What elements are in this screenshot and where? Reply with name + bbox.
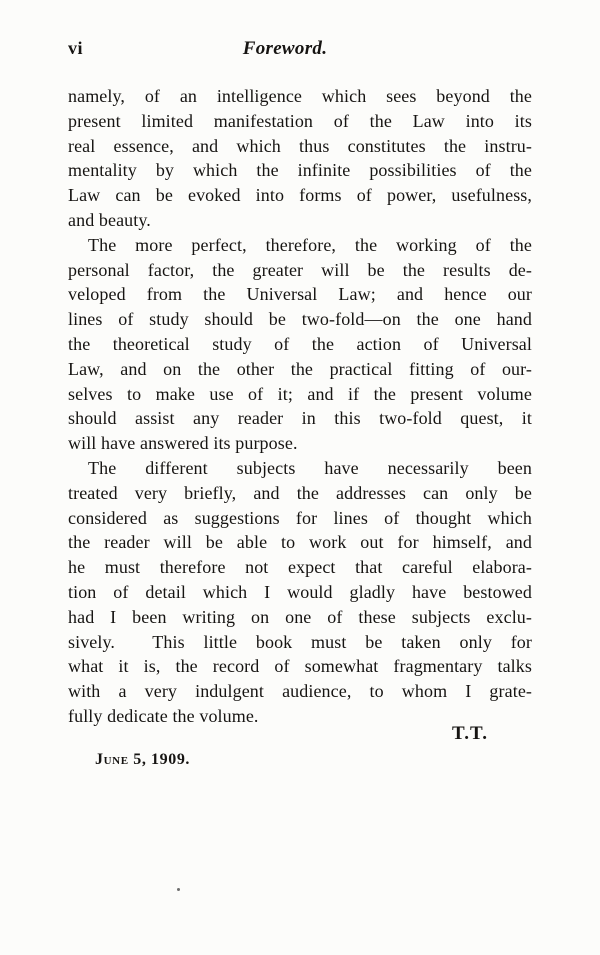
text-line: tion of detail which I would gladly have bestowed [68, 581, 532, 602]
text-line: he must therefore not expect that careful elabora- [68, 557, 532, 578]
text-line: present limited manifestation of the Law into its [68, 110, 532, 131]
author-signature: T.T. [451, 723, 488, 744]
text-block [68, 84, 532, 729]
text-line: what it is, the record of somewhat fragmentary talks [68, 656, 532, 677]
page-header [68, 38, 532, 62]
text-line: the reader will be able to work out for himself, and [68, 532, 532, 553]
scan-artifact-dot [177, 888, 180, 891]
text-line: considered as suggestions for lines of thought which [68, 507, 532, 528]
text-line: and beauty. [68, 209, 151, 230]
text-line: The different subjects have necessarily been [88, 457, 532, 478]
date-line: June 5, 1909. [95, 751, 191, 768]
page-number: vi [68, 38, 84, 58]
running-head-title: Foreword. [242, 38, 328, 59]
text-line: The more perfect, therefore, the working of the [88, 234, 532, 255]
text-line: fully dedicate the volume. [68, 705, 259, 726]
text-line: selves to make use of it; and if the present volume [68, 383, 532, 404]
text-line: had I been writing on one of these subjects exclu- [68, 606, 532, 627]
text-line: Law, and on the other the practical fitting of our- [68, 358, 532, 379]
text-line: sively. This little book must be taken only for [68, 631, 532, 652]
text-line: Law can be evoked into forms of power, usefulness, [68, 185, 532, 206]
text-line: with a very indulgent audience, to whom I grate- [68, 681, 532, 702]
text-line: personal factor, the greater will be the results de- [68, 259, 532, 280]
text-line: should assist any reader in this two-fold quest, it [68, 408, 532, 429]
text-line: treated very briefly, and the addresses can only be [68, 482, 532, 503]
text-line: real essence, and which thus constitutes the instru- [68, 135, 532, 156]
text-line: mentality by which the infinite possibilities of the [68, 160, 532, 181]
text-line: will have answered its purpose. [68, 433, 298, 454]
text-line: lines of study should be two-fold—on the one hand [68, 309, 532, 330]
text-line: namely, of an intelligence which sees beyond the [68, 86, 532, 106]
text-line: the theoretical study of the action of Universal [68, 333, 532, 354]
text-line: veloped from the Universal Law; and hence our [68, 284, 532, 305]
